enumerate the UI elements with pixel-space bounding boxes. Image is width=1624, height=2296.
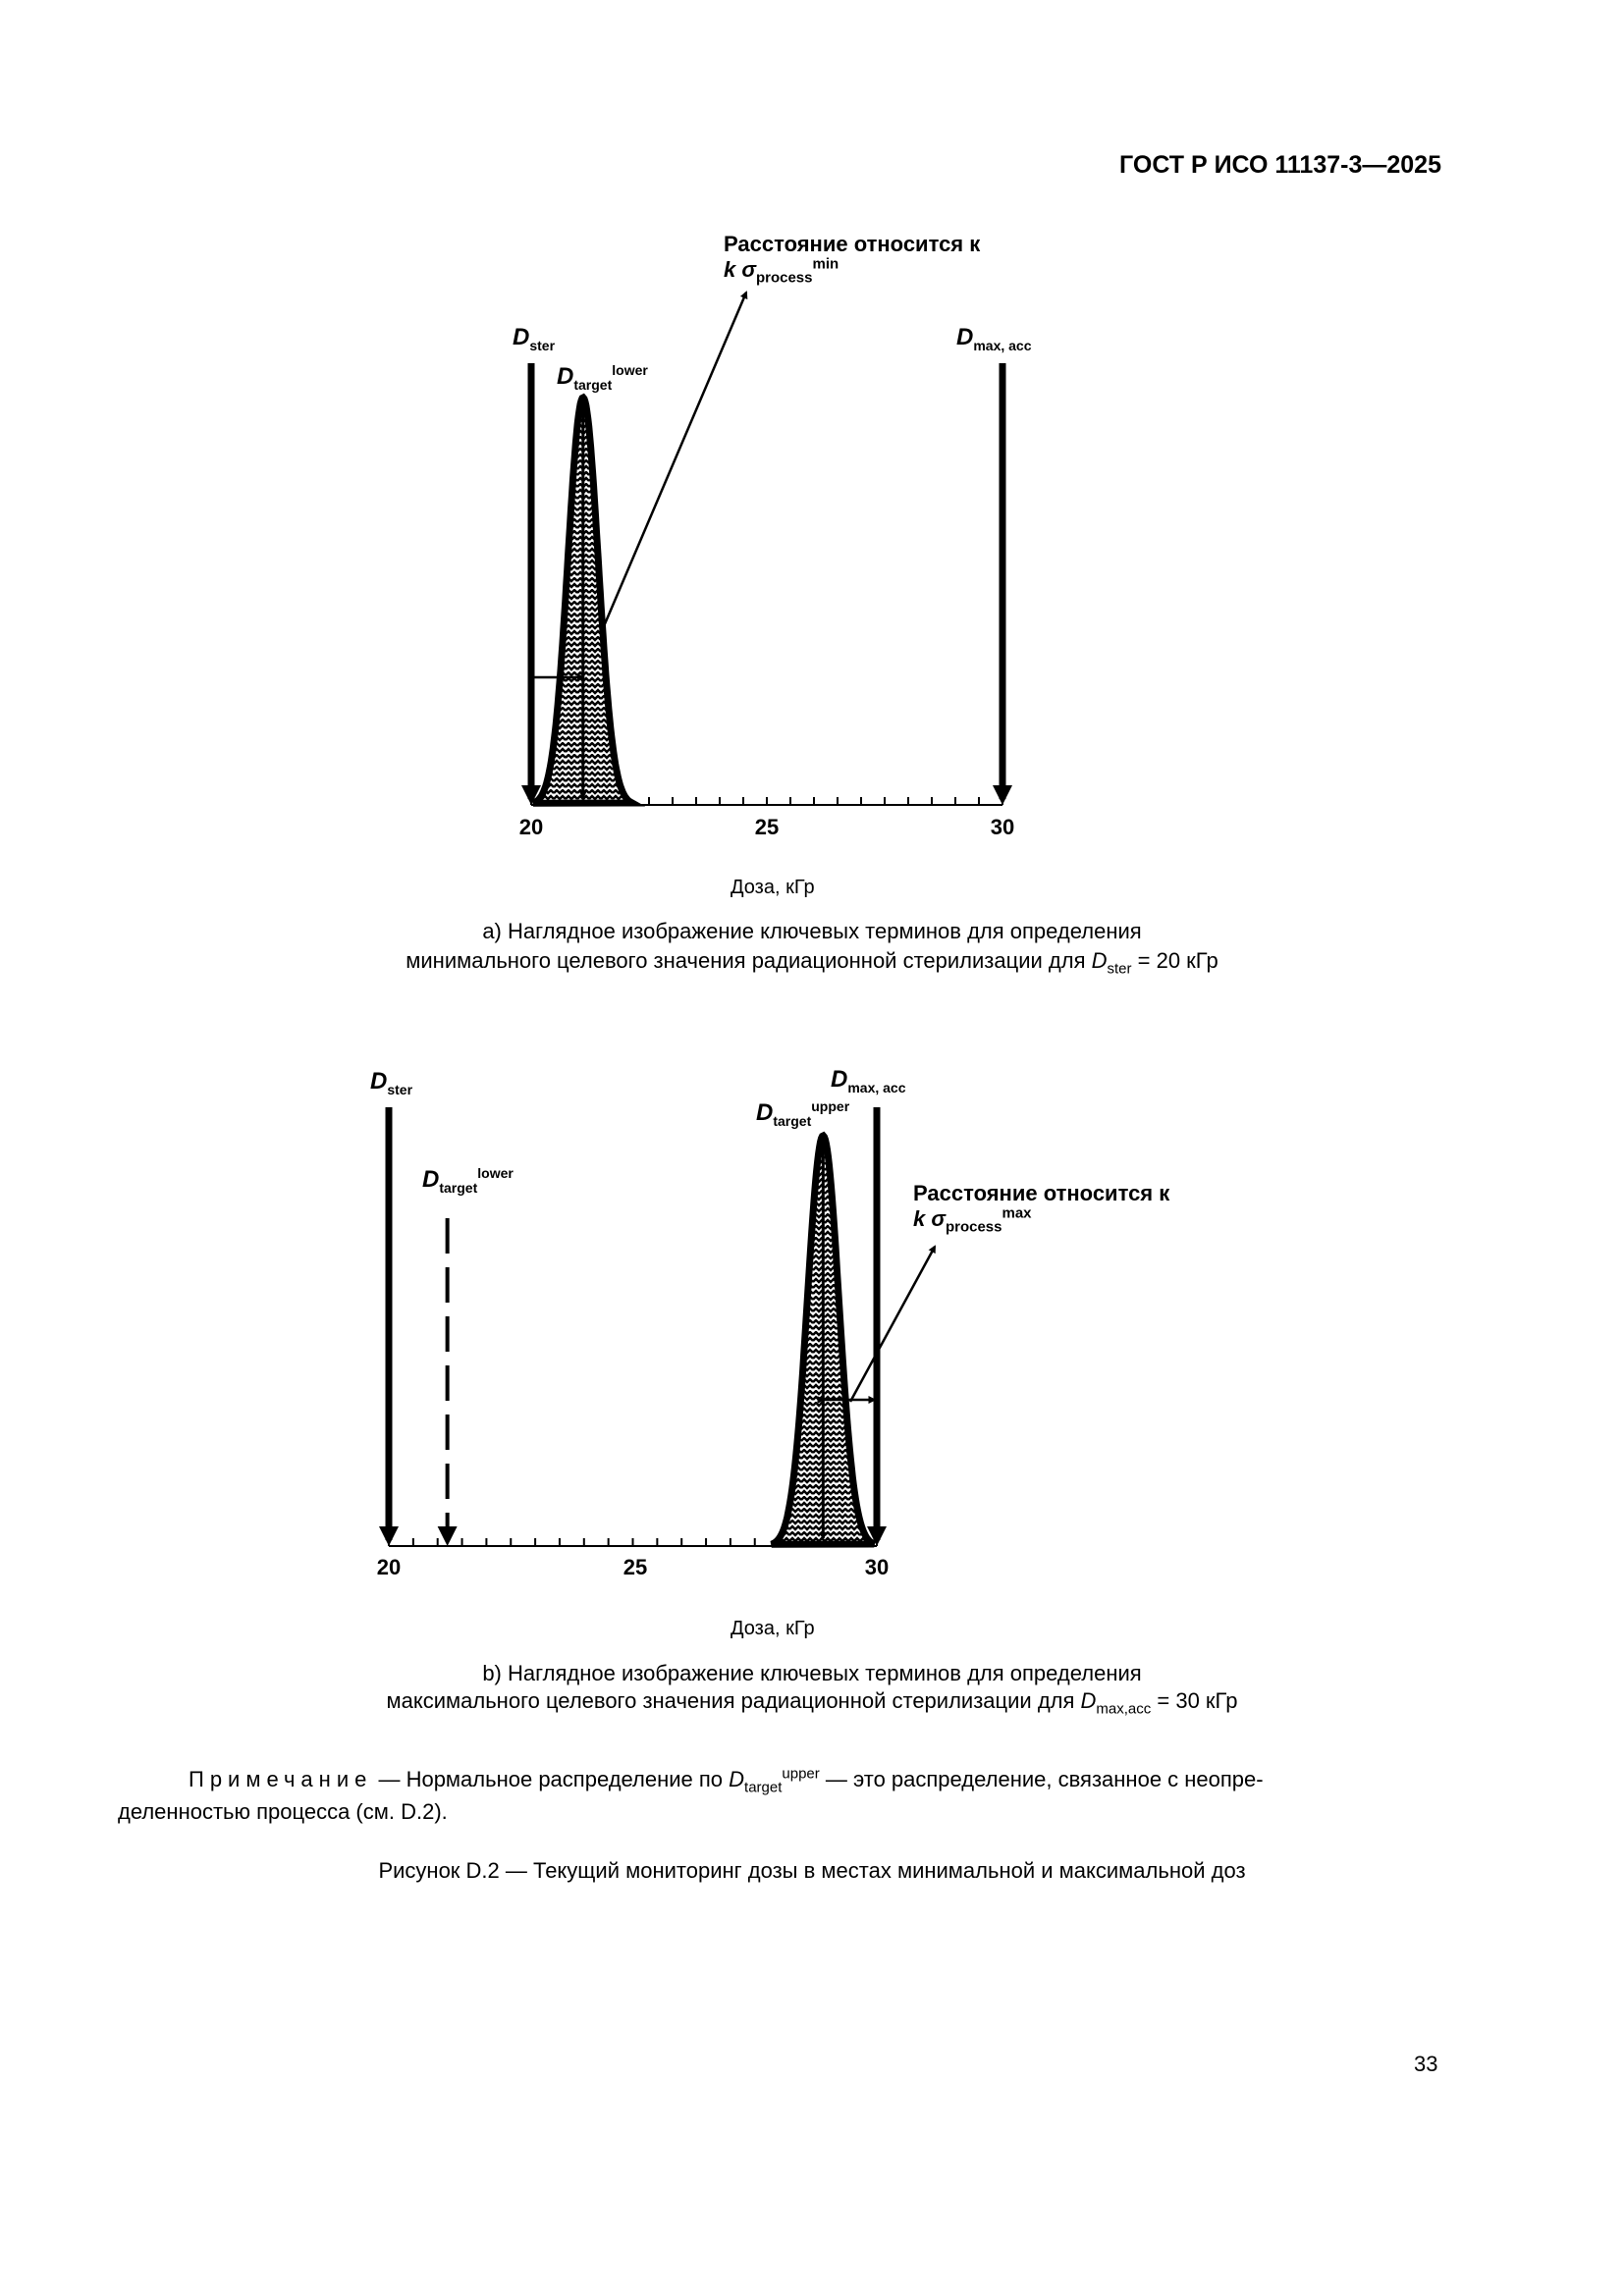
- fig-b-caption-line1: b) Наглядное изображение ключевых терминов для определения: [482, 1661, 1142, 1685]
- page-number: 33: [1414, 2052, 1438, 2076]
- document-id-header: ГОСТ Р ИСО 11137-3—2025: [1119, 151, 1441, 179]
- note-line2: деленностью процесса (см. D.2).: [118, 1799, 448, 1824]
- fig-a-tick-label: 30: [990, 815, 1015, 839]
- fig-a-x-axis-label: Доза, кГр: [731, 877, 815, 898]
- fig-b-k-sigma-label: k $\sigma_{process}^{max}$: [913, 1204, 1032, 1236]
- fig-a-caption-line1: а) Наглядное изображение ключевых терминов для определения: [482, 919, 1142, 943]
- fig-a-k-sigma-label: k $\sigma_{process}^{min}$: [724, 255, 839, 287]
- fig-b-tick-label: 25: [623, 1555, 648, 1579]
- fig-a-d-ster-label: $D_{ster}$: [513, 324, 556, 353]
- fig-a-caption-line2: минимального целевого значения радиационной стерилизации для $D_{ster} = 20$ кГр: [406, 948, 1218, 978]
- fig-b-tick-label: 20: [376, 1555, 402, 1579]
- fig-b-x-axis-label: Доза, кГр: [731, 1618, 815, 1639]
- fig-a-tick-label: 20: [518, 815, 544, 839]
- fig-a-d-target-lower-label: $D_{target}^{lower}$: [557, 362, 648, 393]
- fig-b-d-target-upper-label: $D_{target}^{upper}$: [756, 1098, 850, 1129]
- fig-b-d-max-acc-label: $D_{max, acc}$: [831, 1066, 906, 1095]
- fig-b-distance-label: Расстояние относится к: [913, 1181, 1170, 1205]
- note-line1: Примечание — Нормальное распределение по $D_{target}^{upper}$ — это распределение, связанное с неопре-: [189, 1765, 1264, 1796]
- fig-a-tick-label: 25: [754, 815, 780, 839]
- leader-arrow: [850, 1247, 935, 1402]
- fig-b-caption-line2: максимального целевого значения радиационной стерилизации для $D_{max,acc} = 30$ кГр: [386, 1688, 1238, 1718]
- fig-a-distance-label: Расстояние относится к: [724, 232, 981, 256]
- fig-a-d-max-acc-label: $D_{max, acc}$: [956, 324, 1032, 353]
- figure-caption: Рисунок D.2 — Текущий мониторинг дозы в местах минимальной и максимальной доз: [378, 1858, 1246, 1883]
- fig-b-d-target-lower-label: $D_{target}^{lower}$: [422, 1165, 514, 1196]
- fig-b-tick-label: 30: [864, 1555, 890, 1579]
- fig-b-d-ster-label: $D_{ster}$: [370, 1068, 413, 1097]
- leader-arrow: [601, 293, 746, 633]
